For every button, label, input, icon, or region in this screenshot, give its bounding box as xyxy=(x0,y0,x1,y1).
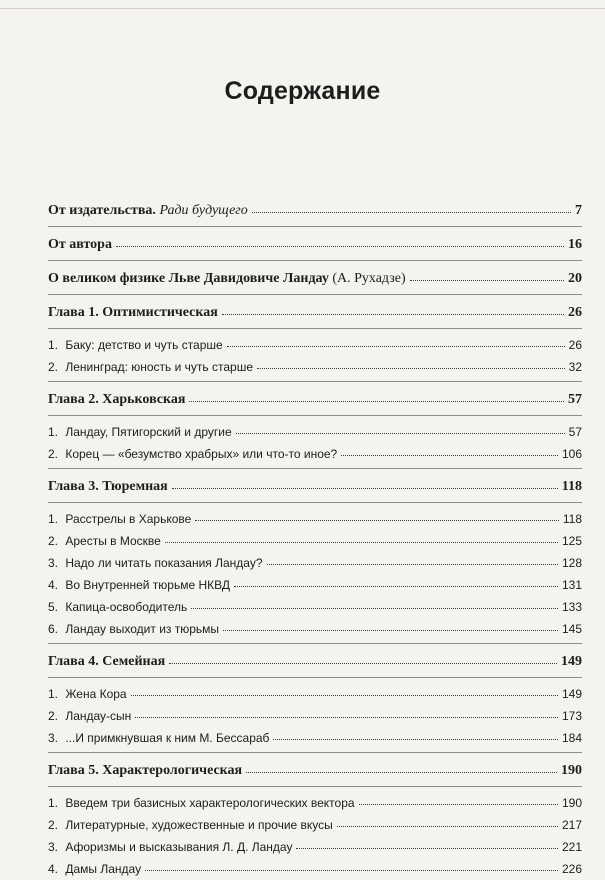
section-number: 3. xyxy=(48,840,59,854)
leader-dots xyxy=(296,841,558,849)
section-title: ...И примкнувшая к ним М. Бессараб xyxy=(65,731,270,745)
section-label xyxy=(48,443,337,465)
section-title: Афоризмы и высказывания Л. Д. Ландау xyxy=(65,840,293,854)
section-title: Капица-освободитель xyxy=(65,600,188,614)
page-title: Содержание xyxy=(224,76,381,105)
leader-dots xyxy=(359,797,558,805)
leader-dots xyxy=(267,557,558,565)
leader-dots xyxy=(252,204,571,213)
divider xyxy=(48,786,582,787)
toc-entry-landau[interactable] xyxy=(48,266,582,291)
toc-entry-author[interactable] xyxy=(48,232,582,257)
section-number: 1. xyxy=(48,796,59,810)
section-title: Ландау выходит из тюрьмы xyxy=(65,622,220,636)
leader-dots xyxy=(116,238,564,247)
section-label xyxy=(48,727,269,749)
divider xyxy=(48,502,582,503)
leader-dots xyxy=(135,710,558,718)
chapter-title: Глава 4. Семейная xyxy=(48,654,166,669)
table-of-contents xyxy=(48,198,582,880)
section-entry[interactable] xyxy=(48,814,582,836)
divider xyxy=(48,643,582,644)
section-label xyxy=(48,683,127,705)
section-title: Ландау-сын xyxy=(65,709,132,723)
toc-entry-page: 16 xyxy=(568,237,582,252)
section-entry[interactable] xyxy=(48,574,582,596)
leader-dots xyxy=(227,339,565,347)
section-page: 184 xyxy=(561,731,582,745)
leader-dots xyxy=(165,535,558,543)
leader-dots xyxy=(236,426,565,434)
leader-dots xyxy=(189,393,564,402)
toc-entry-subtitle: Ради будущего xyxy=(159,203,248,218)
chapter-title: Глава 2. Харьковская xyxy=(48,392,186,407)
leader-dots xyxy=(223,623,558,631)
divider xyxy=(48,381,582,382)
section-entry[interactable] xyxy=(48,334,582,356)
section-label xyxy=(48,356,253,378)
section-entry[interactable] xyxy=(48,705,582,727)
leader-dots xyxy=(234,579,558,587)
section-page: 125 xyxy=(561,534,582,548)
section-label xyxy=(48,421,232,443)
section-entry[interactable] xyxy=(48,508,582,530)
leader-dots xyxy=(410,272,564,281)
section-page: 128 xyxy=(561,556,582,570)
section-entry[interactable] xyxy=(48,552,582,574)
section-label xyxy=(48,508,191,530)
section-number: 1. xyxy=(48,338,59,352)
section-title: Дамы Ландау xyxy=(65,862,142,876)
section-number: 5. xyxy=(48,600,59,614)
divider xyxy=(48,752,582,753)
section-entry[interactable] xyxy=(48,727,582,749)
section-label xyxy=(48,530,161,552)
section-entry[interactable] xyxy=(48,836,582,858)
leader-dots xyxy=(169,655,557,664)
divider xyxy=(48,260,582,261)
section-entry[interactable] xyxy=(48,858,582,880)
chapter-heading[interactable] xyxy=(48,649,582,674)
divider xyxy=(48,677,582,678)
section-label xyxy=(48,792,355,814)
section-title: Во Внутренней тюрьме НКВД xyxy=(65,578,230,592)
divider xyxy=(48,226,582,227)
section-page: 133 xyxy=(561,600,582,614)
section-entry[interactable] xyxy=(48,356,582,378)
section-title: Жена Кора xyxy=(65,687,127,701)
toc-entry-page: 20 xyxy=(568,271,582,286)
section-title: Ленинград: юность и чуть старше xyxy=(65,360,254,374)
section-label xyxy=(48,618,219,640)
section-title: Корец — «безумство храбрых» или что-то иное? xyxy=(65,447,338,461)
chapter-title: Глава 5. Характерологическая xyxy=(48,763,243,778)
chapter-heading[interactable] xyxy=(48,300,582,325)
leader-dots xyxy=(337,819,558,827)
chapter-list xyxy=(48,300,582,880)
section-title: Введем три базисных характерологических вектора xyxy=(65,796,355,810)
section-page: 57 xyxy=(568,425,582,439)
section-page: 190 xyxy=(561,796,582,810)
section-entry[interactable] xyxy=(48,596,582,618)
section-label xyxy=(48,705,131,727)
section-title: Ландау, Пятигорский и другие xyxy=(65,425,232,439)
section-number: 2. xyxy=(48,709,59,723)
section-title: Расстрелы в Харькове xyxy=(65,512,192,526)
chapter-page: 190 xyxy=(561,763,582,778)
section-number: 1. xyxy=(48,687,59,701)
section-page: 217 xyxy=(561,818,582,832)
leader-dots xyxy=(145,863,558,871)
section-page: 131 xyxy=(561,578,582,592)
section-number: 1. xyxy=(48,425,59,439)
divider xyxy=(48,415,582,416)
toc-entry-publisher[interactable] xyxy=(48,198,582,223)
divider xyxy=(48,294,582,295)
leader-dots xyxy=(246,764,557,773)
section-page: 118 xyxy=(562,512,582,526)
section-number: 4. xyxy=(48,578,59,592)
leader-dots xyxy=(172,480,558,489)
section-number: 1. xyxy=(48,512,59,526)
toc-entry-label: От издательства. Ради будущего xyxy=(48,203,248,218)
section-number: 2. xyxy=(48,447,59,461)
section-number: 3. xyxy=(48,556,59,570)
divider xyxy=(48,328,582,329)
toc-entry-attribution: (А. Рухадзе) xyxy=(332,271,406,286)
section-entry[interactable] xyxy=(48,421,582,443)
chapter-page: 57 xyxy=(568,392,582,407)
section-label xyxy=(48,574,230,596)
section-entry[interactable] xyxy=(48,443,582,465)
chapter-title: Глава 1. Оптимистическая xyxy=(48,305,218,320)
section-title: Литературные, художественные и прочие вкусы xyxy=(65,818,333,832)
top-rule xyxy=(0,8,605,9)
section-label xyxy=(48,814,333,836)
section-label xyxy=(48,596,187,618)
section-number: 4. xyxy=(48,862,59,876)
leader-dots xyxy=(341,448,558,456)
toc-entry-page: 7 xyxy=(575,203,582,218)
toc-entry-label: От автора xyxy=(48,237,112,252)
section-page: 221 xyxy=(561,840,582,854)
chapter-page: 118 xyxy=(561,479,582,494)
section-number: 2. xyxy=(48,818,59,832)
section-page: 32 xyxy=(568,360,582,374)
section-page: 26 xyxy=(568,338,582,352)
section-entry[interactable] xyxy=(48,530,582,552)
section-page: 149 xyxy=(561,687,582,701)
section-title: Аресты в Москве xyxy=(65,534,161,548)
leader-dots xyxy=(273,732,558,740)
section-label xyxy=(48,552,263,574)
chapter-heading[interactable] xyxy=(48,758,582,783)
chapter-title: Глава 3. Тюремная xyxy=(48,479,168,494)
section-entry[interactable] xyxy=(48,792,582,814)
section-number: 2. xyxy=(48,360,59,374)
section-label xyxy=(48,858,141,880)
section-page: 173 xyxy=(561,709,582,723)
section-page: 226 xyxy=(561,862,582,876)
toc-entry-label: О великом физике Льве Давидовиче Ландау (А. Рухадзе) xyxy=(48,271,406,286)
leader-dots xyxy=(222,306,564,315)
section-title: Баку: детство и чуть старше xyxy=(65,338,223,352)
chapter-heading[interactable] xyxy=(48,474,582,499)
chapter-heading[interactable] xyxy=(48,387,582,412)
section-title: Надо ли читать показания Ландау? xyxy=(65,556,263,570)
section-number: 3. xyxy=(48,731,59,745)
leader-dots xyxy=(257,361,565,369)
leader-dots xyxy=(191,601,558,609)
divider xyxy=(48,468,582,469)
chapter-page: 149 xyxy=(561,654,582,669)
section-number: 2. xyxy=(48,534,59,548)
section-number: 6. xyxy=(48,622,59,636)
leader-dots xyxy=(195,513,559,521)
section-page: 106 xyxy=(561,447,582,461)
section-page: 145 xyxy=(561,622,582,636)
section-label xyxy=(48,836,292,858)
section-entry[interactable] xyxy=(48,618,582,640)
section-entry[interactable] xyxy=(48,683,582,705)
section-label xyxy=(48,334,223,356)
chapter-page: 26 xyxy=(568,305,582,320)
leader-dots xyxy=(131,688,558,696)
